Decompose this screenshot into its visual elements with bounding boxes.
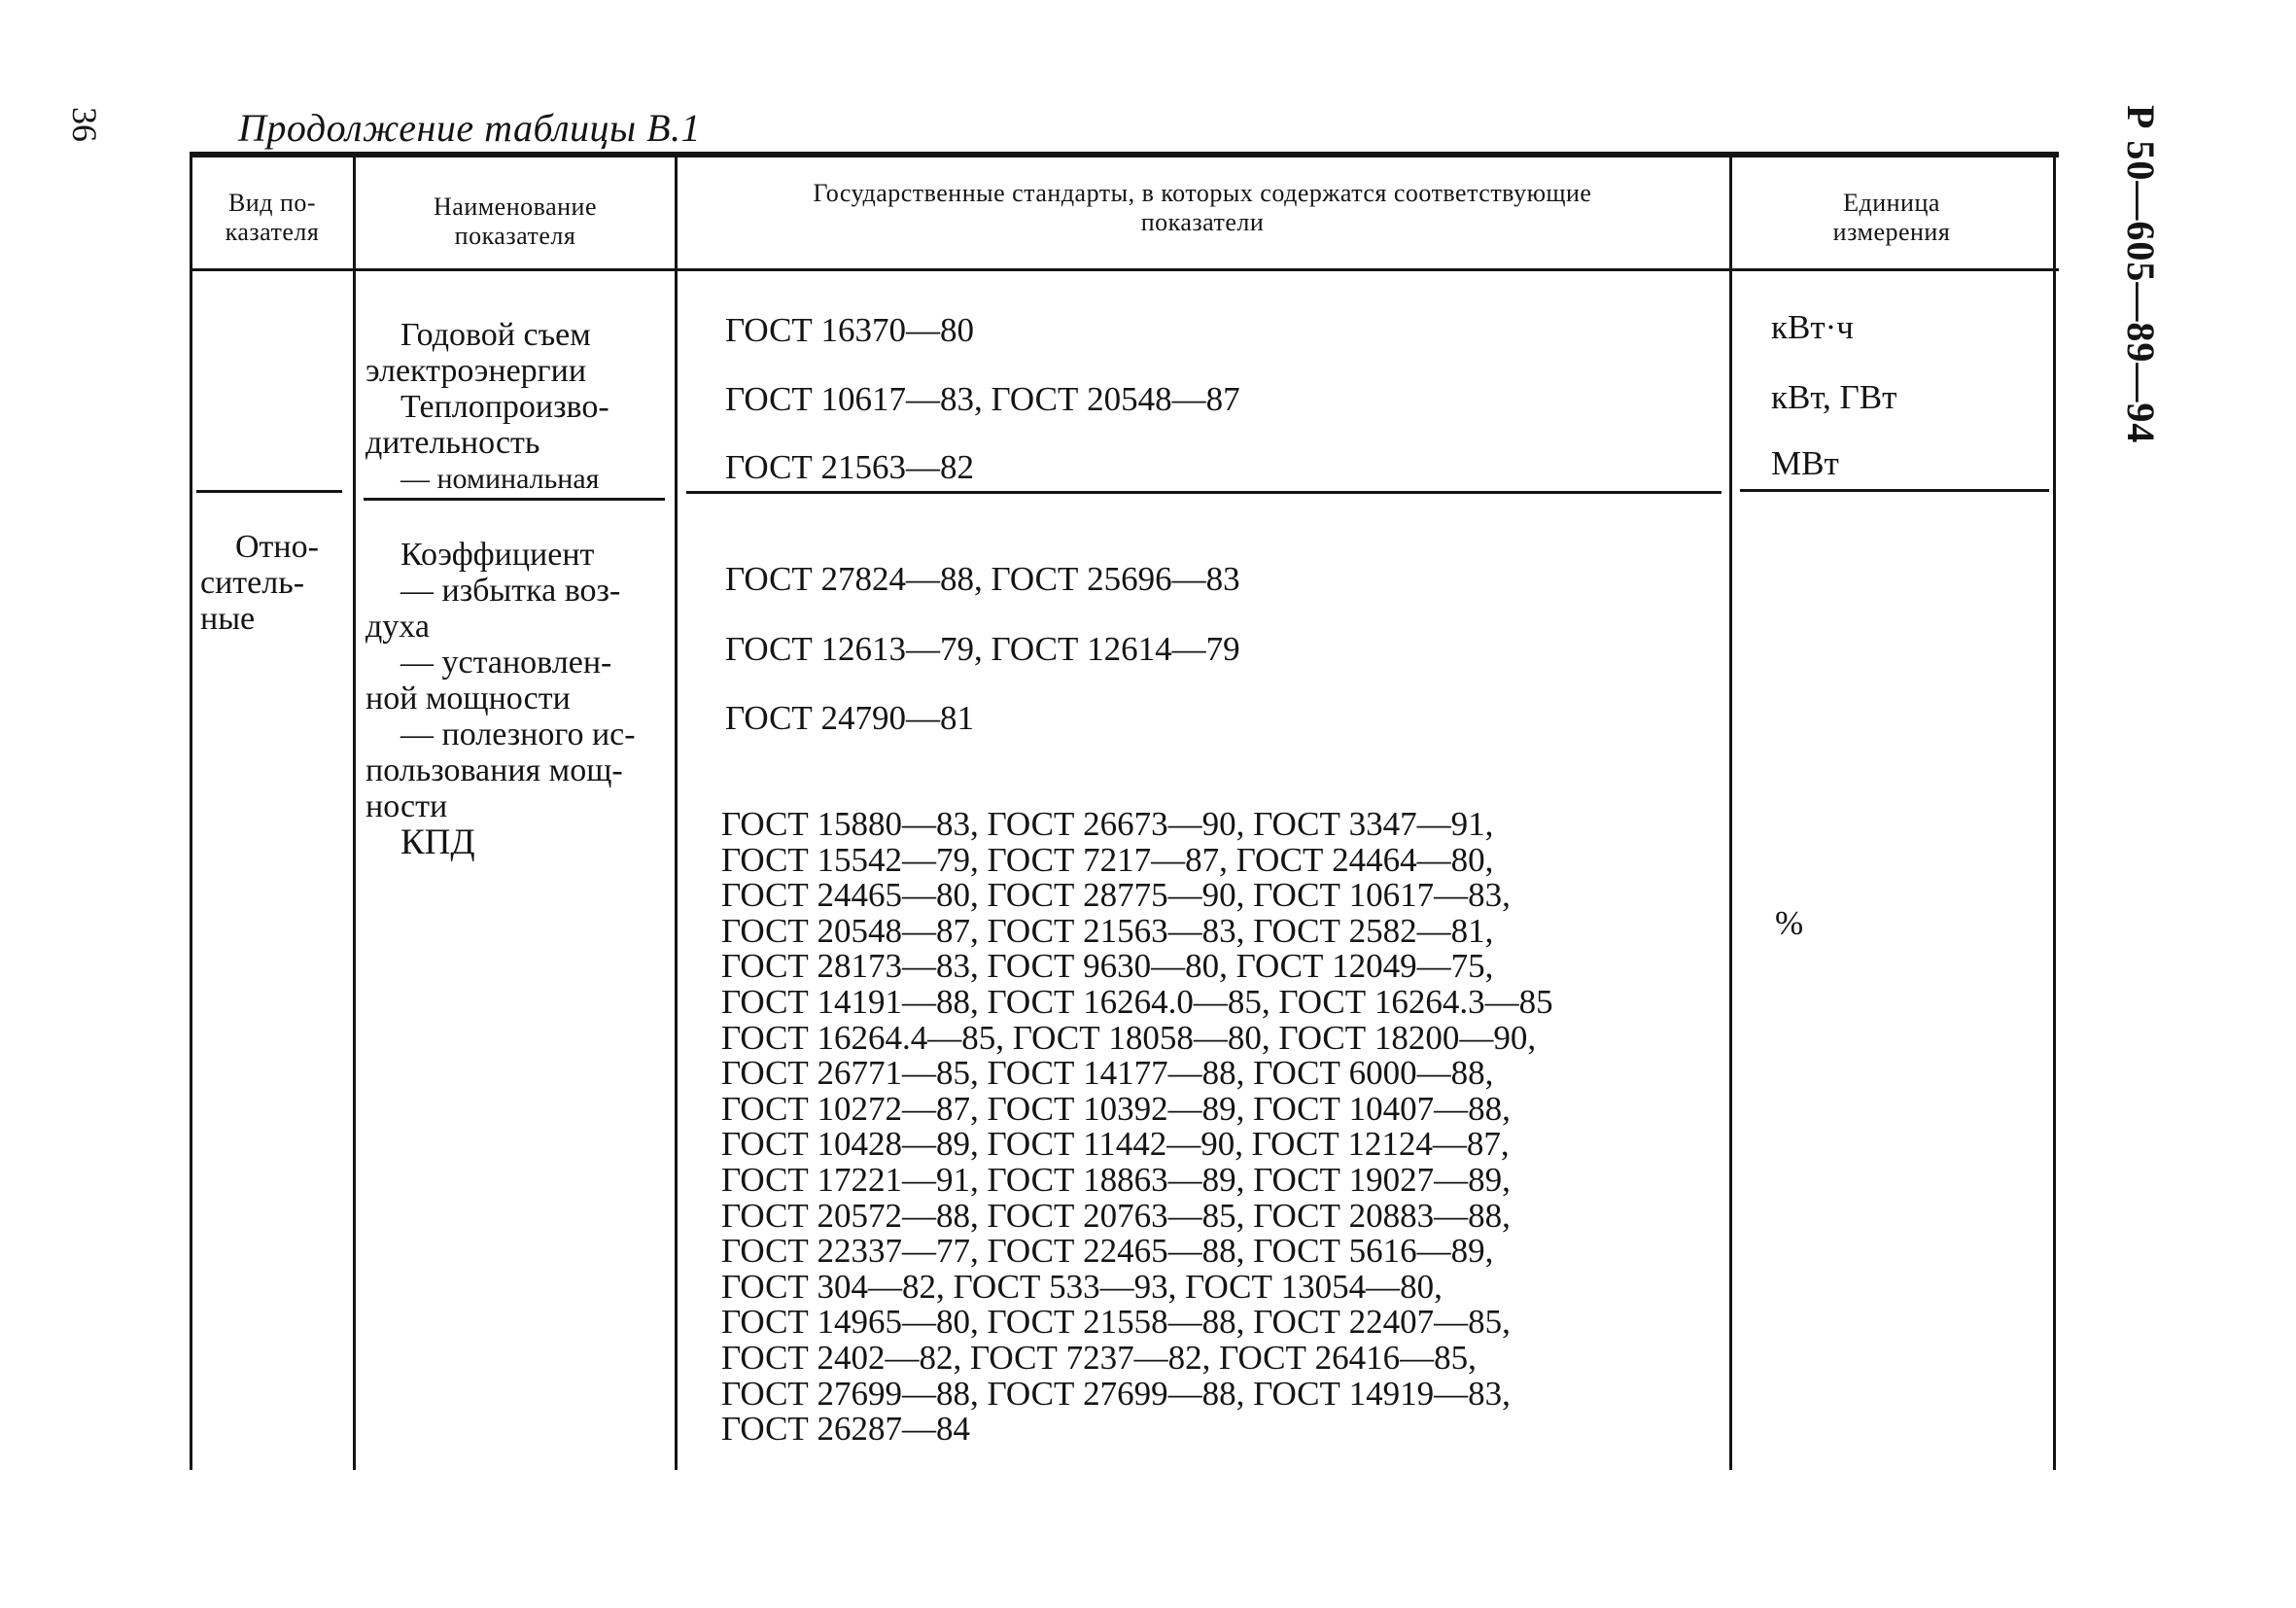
standards-line: ГОСТ 26771—85, ГОСТ 14177—88, ГОСТ 6000—88, [721,1054,1494,1093]
standards-line: ГОСТ 15880—83, ГОСТ 26673—90, ГОСТ 3347—91, [721,805,1494,843]
indicator-name: Годовой съем [400,317,591,353]
indicator-name: — установлен- [400,645,612,681]
standards-line: ГОСТ 17221—91, ГОСТ 18863—89, ГОСТ 19027—89, [721,1160,1511,1199]
standards-line: ГОСТ 304—82, ГОСТ 533—93, ГОСТ 13054—80, [721,1267,1443,1306]
standards-line: ГОСТ 15542—79, ГОСТ 7217—87, ГОСТ 24464—80, [721,840,1494,879]
header-bottom-rule [190,268,2059,271]
standards-line: ГОСТ 16264.4—85, ГОСТ 18058—80, ГОСТ 18200—90, [721,1018,1537,1057]
standards-line: ГОСТ 2402—82, ГОСТ 7237—82, ГОСТ 26416—85, [721,1338,1477,1377]
column-line-left [190,156,192,1470]
indicator-name: дительность [365,425,540,461]
indicator-name: — избытка воз- [400,573,621,609]
group2-kind [200,529,319,637]
indicator-name: Коэффициент [400,537,595,573]
group-divider-col1 [196,490,342,493]
unit-cell: кВт, ГВт [1771,378,1897,416]
unit-cell: % [1775,904,1804,942]
unit-cell: кВт·ч [1771,308,1854,346]
standards-line: ГОСТ 24465—80, ГОСТ 28775—90, ГОСТ 10617—83, [721,876,1511,915]
column-line-3 [1729,156,1732,1470]
header-kind: Вид по- казателя [225,189,320,246]
standards-line: ГОСТ 22337—77, ГОСТ 22465—88, ГОСТ 5616—89, [721,1232,1494,1271]
standards-cell: ГОСТ 12613—79, ГОСТ 12614—79 [725,630,1240,668]
header-standards: Государственные стандарты, в которых содержатся соответствующие показатели [813,179,1592,236]
indicator-kind: ситель- [200,565,305,601]
document-code: Р 50—605—89—94 [2119,105,2163,444]
indicator-name: ной мощности [365,681,571,717]
header-unit: Единица измерения [1832,189,1951,246]
standards-line: ГОСТ 14965—80, ГОСТ 21558—88, ГОСТ 22407—85, [721,1303,1511,1342]
indicator-name: КПД [400,822,475,862]
standards-cell: ГОСТ 10617—83, ГОСТ 20548—87 [725,380,1240,418]
header-name: Наименование показателя [434,192,597,250]
standards-line: ГОСТ 14191—88, ГОСТ 16264.0—85, ГОСТ 16264.3—85 [721,982,1553,1021]
standards-line: ГОСТ 20548—87, ГОСТ 21563—83, ГОСТ 2582—81, [721,911,1494,950]
standards-cell: ГОСТ 24790—81 [725,699,975,737]
column-line-right [2053,156,2056,1470]
indicator-kind: ные [200,601,256,637]
column-line-1 [353,156,356,1470]
kpd-standards-list [721,807,1553,1448]
group-divider-col2 [364,498,665,501]
standards-cell: ГОСТ 16370—80 [725,311,975,349]
indicator-name: пользования мощ- [365,752,623,788]
table-top-rule [190,152,2059,157]
standards-line: ГОСТ 28173—83, ГОСТ 9630—80, ГОСТ 12049—75, [721,947,1494,986]
column-line-2 [675,156,678,1470]
indicator-name: электроэнергии [365,353,587,389]
indicator-name: — полезного ис- [400,717,636,752]
indicator-name: Теплопроизво- [400,389,609,425]
indicator-name: духа [365,609,430,645]
page-number: 36 [65,107,104,142]
standards-cell: ГОСТ 21563—82 [725,448,975,486]
standards-line: ГОСТ 10272—87, ГОСТ 10392—89, ГОСТ 10407—88, [721,1089,1511,1128]
standards-line: ГОСТ 26287—84 [721,1410,971,1449]
group2-names [365,537,636,860]
unit-cell: МВт [1771,444,1839,482]
standards-cell: ГОСТ 27824—88, ГОСТ 25696—83 [725,560,1240,598]
indicator-name: ности [365,788,448,824]
table-caption: Продолжение таблицы В.1 [238,106,702,150]
group1-names [365,317,609,497]
indicator-name: — номинальная [400,463,600,495]
standards-line: ГОСТ 10428—89, ГОСТ 11442—90, ГОСТ 12124—87, [721,1125,1510,1164]
standards-line: ГОСТ 20572—88, ГОСТ 20763—85, ГОСТ 20883—88, [721,1196,1511,1235]
group-divider-col4 [1740,489,2049,492]
standards-line: ГОСТ 27699—88, ГОСТ 27699—88, ГОСТ 14919—83, [721,1374,1511,1413]
group-divider-col3 [686,491,1722,494]
indicator-kind: Отно- [235,529,319,565]
